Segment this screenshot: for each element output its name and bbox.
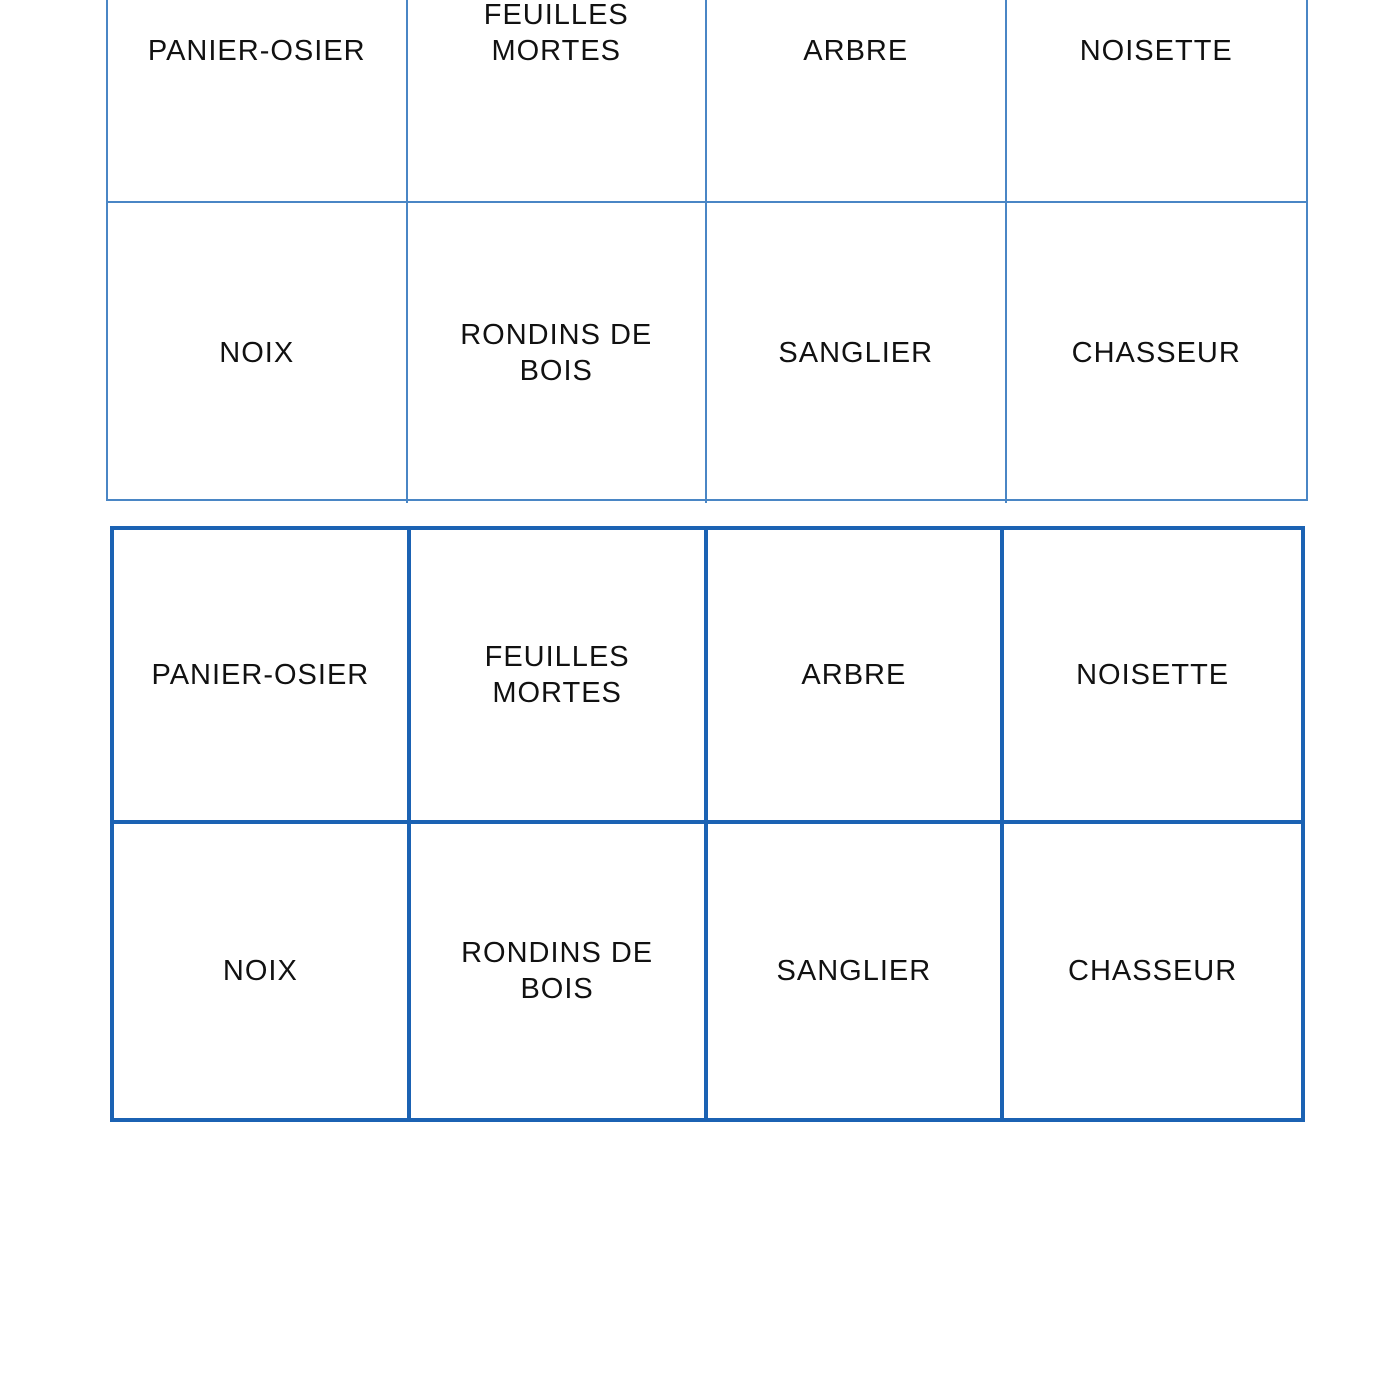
- word-card: SANGLIER: [707, 203, 1007, 503]
- word-card: RONDINS DE BOIS: [411, 824, 708, 1118]
- word-card: SANGLIER: [708, 824, 1005, 1118]
- word-card-sheet-top: [106, 0, 1308, 501]
- word-card: FEUILLES MORTES: [408, 0, 708, 203]
- word-card: PANIER-OSIER: [108, 0, 408, 203]
- word-card: CHASSEUR: [1071, 337, 1241, 369]
- word-card: NOISETTE: [1007, 0, 1307, 203]
- word-card: NOIX: [114, 824, 411, 1118]
- word-card: CHASSEUR: [1068, 955, 1238, 987]
- word-card: ARBRE: [708, 530, 1005, 824]
- word-card: NOIX: [108, 203, 408, 503]
- word-card-sheet-bottom: [110, 526, 1305, 1122]
- word-card: FEUILLES MORTES: [411, 530, 708, 824]
- word-card: ARBRE: [707, 0, 1007, 203]
- word-card: NOISETTE: [1004, 530, 1301, 824]
- word-card: PANIER-OSIER: [114, 530, 411, 824]
- word-card: RONDINS DE BOIS: [408, 203, 708, 503]
